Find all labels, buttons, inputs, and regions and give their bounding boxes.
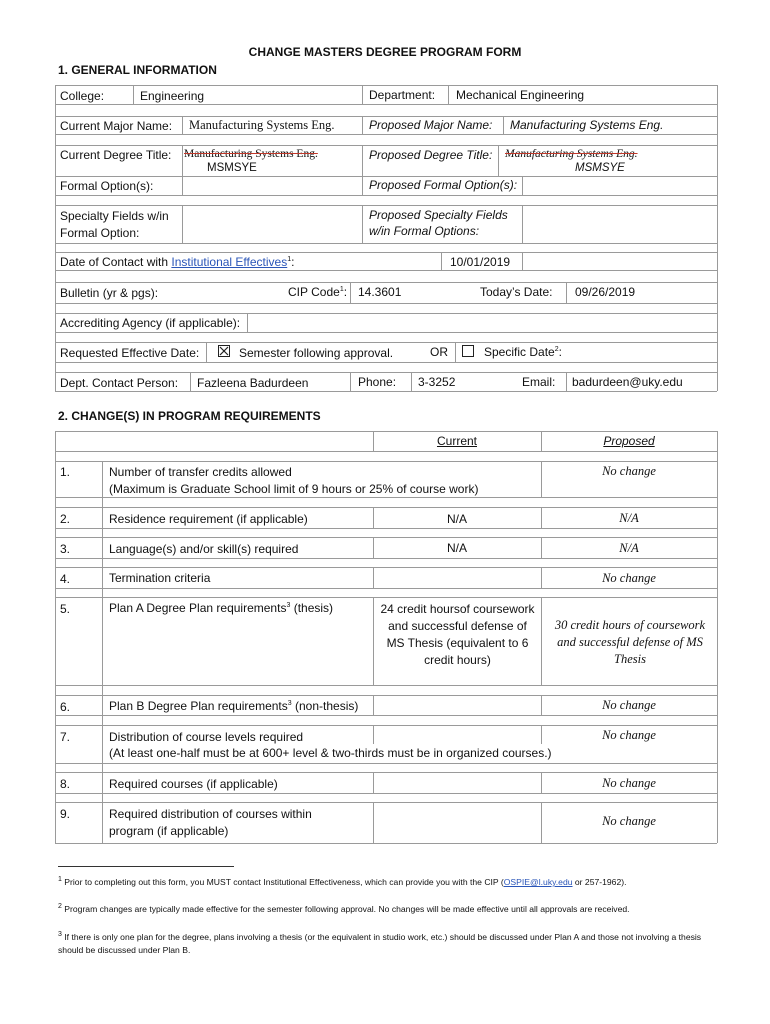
specific-date-label (484, 345, 562, 359)
footnote-3 (58, 928, 718, 957)
row-3-requirement: Language(s) and/or skill(s) required (109, 542, 299, 556)
row-3-proposed: N/A (619, 541, 639, 555)
specific-date-checkbox[interactable] (462, 345, 474, 357)
current-major-label: Current Major Name: (60, 119, 173, 133)
todays-date-value: 09/26/2019 (575, 285, 636, 299)
current-degree-label: Current Degree Title: (60, 148, 172, 162)
row-6-sup: 3 (287, 700, 292, 707)
ospie-email-link[interactable]: OSPIE@l.uky.edu (503, 876, 573, 887)
row-5-number: 5. (60, 602, 71, 616)
row-9-requirement: Required distribution of courses within (109, 807, 312, 821)
row-6-requirement (109, 699, 358, 713)
row-1-requirement: Number of transfer credits allowed (109, 465, 292, 479)
college-label: College: (60, 89, 105, 103)
proposed-formal-option-label: Proposed Formal Option(s): (369, 178, 518, 192)
footnote-separator (58, 866, 234, 867)
row-8-number: 8. (60, 777, 71, 791)
current-degree-struck: Manufacturing Systems Eng. (184, 148, 318, 160)
row-6-proposed: No change (602, 698, 656, 712)
row-1-proposed: No change (602, 464, 656, 478)
row-9-proposed: No change (602, 814, 656, 828)
or-label: OR (430, 345, 448, 359)
proposed-degree-value: MSMSYE (575, 162, 625, 174)
row-2-proposed: N/A (619, 511, 639, 525)
row-1-requirement-note: (Maximum is Graduate School limit of 9 hours or 25% of course work) (109, 482, 479, 496)
cip-label-text: CIP Code (288, 285, 340, 299)
footnote-3-text: If there is only one plan for the degree, plans involving a thesis (or the equivalent in studio work, etc.) should be discussed under Plan A and those not involving a thesis should be discussed under Plan B. (58, 931, 702, 955)
footnote-1-text: Prior to completing out this form, you MUST contact Institutional Effectiveness, which can provide you with the CIP ( (64, 876, 504, 887)
cip-colon: : (343, 285, 348, 299)
col-current-header: Current (436, 434, 477, 448)
contact-person-label: Dept. Contact Person: (60, 376, 179, 390)
row-4-requirement: Termination criteria (109, 571, 211, 585)
row-7-proposed: No change (602, 728, 656, 742)
row-2-requirement: Residence requirement (if applicable) (109, 512, 308, 526)
row-5-sup: 3 (286, 602, 291, 609)
row-5-proposed: 30 credit hours of coursework and successful defense of MS Thesis (554, 618, 706, 666)
date-contact-label (60, 255, 294, 269)
semester-following-checkbox[interactable] (218, 345, 230, 357)
proposed-degree-label: Proposed Degree Title: (369, 148, 493, 162)
footnote-2-num: 2 (58, 903, 62, 910)
row-5-requirement (109, 601, 333, 615)
proposed-specialty-label-line1: Proposed Specialty Fields (369, 208, 508, 222)
specific-date-colon: : (558, 345, 562, 359)
date-contact-colon: : (291, 255, 295, 269)
cip-value: 14.3601 (358, 285, 402, 299)
row-2-number: 2. (60, 512, 71, 526)
footnote-2-text: Program changes are typically made effective for the semester following approval. No changes will be made effective until all approvals are received. (64, 903, 630, 914)
accrediting-label: Accrediting Agency (if applicable): (60, 316, 241, 330)
email-label: Email: (522, 375, 556, 389)
todays-date-label: Today’s Date: (480, 285, 553, 299)
footnote-1-tail: or 257-1962). (572, 876, 627, 887)
row-4-proposed: No change (602, 571, 656, 585)
footnote-2 (58, 900, 708, 916)
institutional-effectives-link[interactable]: Institutional Effectives (171, 255, 288, 269)
contact-person-value: Fazleena Badurdeen (197, 376, 309, 390)
row-7-number: 7. (60, 730, 71, 744)
proposed-major-value: Manufacturing Systems Eng. (510, 118, 664, 132)
specialty-label-line1: Specialty Fields w/in (60, 209, 169, 223)
row-9-requirement-note: program (if applicable) (109, 824, 229, 838)
department-label: Department: (369, 88, 436, 102)
date-contact-value: 10/01/2019 (450, 255, 511, 269)
cip-label (288, 285, 347, 299)
row-3-number: 3. (60, 542, 71, 556)
effective-date-label: Requested Effective Date: (60, 346, 200, 360)
section1-heading: 1. GENERAL INFORMATION (58, 63, 217, 77)
specific-date-label-text: Specific Date (484, 345, 555, 359)
row-9-number: 9. (60, 807, 71, 821)
row-6-requirement-text: Plan B Degree Plan requirements (109, 699, 288, 713)
row-3-current: N/A (446, 541, 467, 555)
row-6-number: 6. (60, 700, 71, 714)
semester-option-label: Semester following approval. (239, 346, 394, 360)
specific-date-sup: 2 (554, 346, 559, 353)
col-proposed-header: Proposed (603, 434, 655, 448)
checkmark-x-icon (219, 346, 229, 356)
form-title: CHANGE MASTERS DEGREE PROGRAM FORM (248, 45, 522, 59)
row-4-number: 4. (60, 572, 71, 586)
specialty-label-line2: Formal Option: (60, 226, 140, 240)
row-5-current: 24 credit hoursof coursework and successful defense of MS Thesis (equivalent to 6 credit hours) (380, 602, 535, 667)
row-1-number: 1. (60, 465, 71, 479)
proposed-major-label: Proposed Major Name: (369, 118, 493, 132)
footnote-3-num: 3 (58, 931, 62, 938)
proposed-degree-struck: Manufacturing Systems Eng. (505, 148, 638, 160)
row-7-requirement: Distribution of course levels required (109, 730, 304, 744)
row-6-requirement-tail: (non-thesis) (291, 699, 359, 713)
proposed-specialty-label-line2: w/in Formal Options: (369, 224, 480, 238)
email-value: badurdeen@uky.edu (572, 375, 683, 389)
cip-sup: 1 (339, 286, 344, 293)
row-2-current: N/A (446, 512, 467, 526)
current-major-value: Manufacturing Systems Eng. (189, 118, 335, 132)
date-contact-label-text: Date of Contact with (60, 255, 172, 269)
footnote-1-num: 1 (58, 876, 62, 883)
footnote-1 (58, 873, 708, 889)
current-degree-value: MSMSYE (207, 162, 257, 174)
section2-heading: 2. CHANGE(S) IN PROGRAM REQUIREMENTS (58, 409, 321, 423)
formal-option-label: Formal Option(s): (60, 179, 154, 193)
college-value: Engineering (140, 89, 205, 103)
row-5-requirement-tail: (thesis) (290, 601, 334, 615)
department-value: Mechanical Engineering (456, 88, 585, 102)
bulletin-label: Bulletin (yr & pgs): (60, 286, 159, 300)
phone-value: 3-3252 (418, 375, 456, 389)
row-8-proposed: No change (602, 776, 656, 790)
row-8-requirement: Required courses (if applicable) (109, 777, 278, 791)
phone-label: Phone: (358, 375, 397, 389)
row-5-requirement-text: Plan A Degree Plan requirements (109, 601, 287, 615)
date-contact-sup: 1 (287, 256, 292, 263)
row-7-requirement-note: (At least one-half must be at 600+ level & two-thirds must be in organized courses.) (109, 746, 552, 760)
